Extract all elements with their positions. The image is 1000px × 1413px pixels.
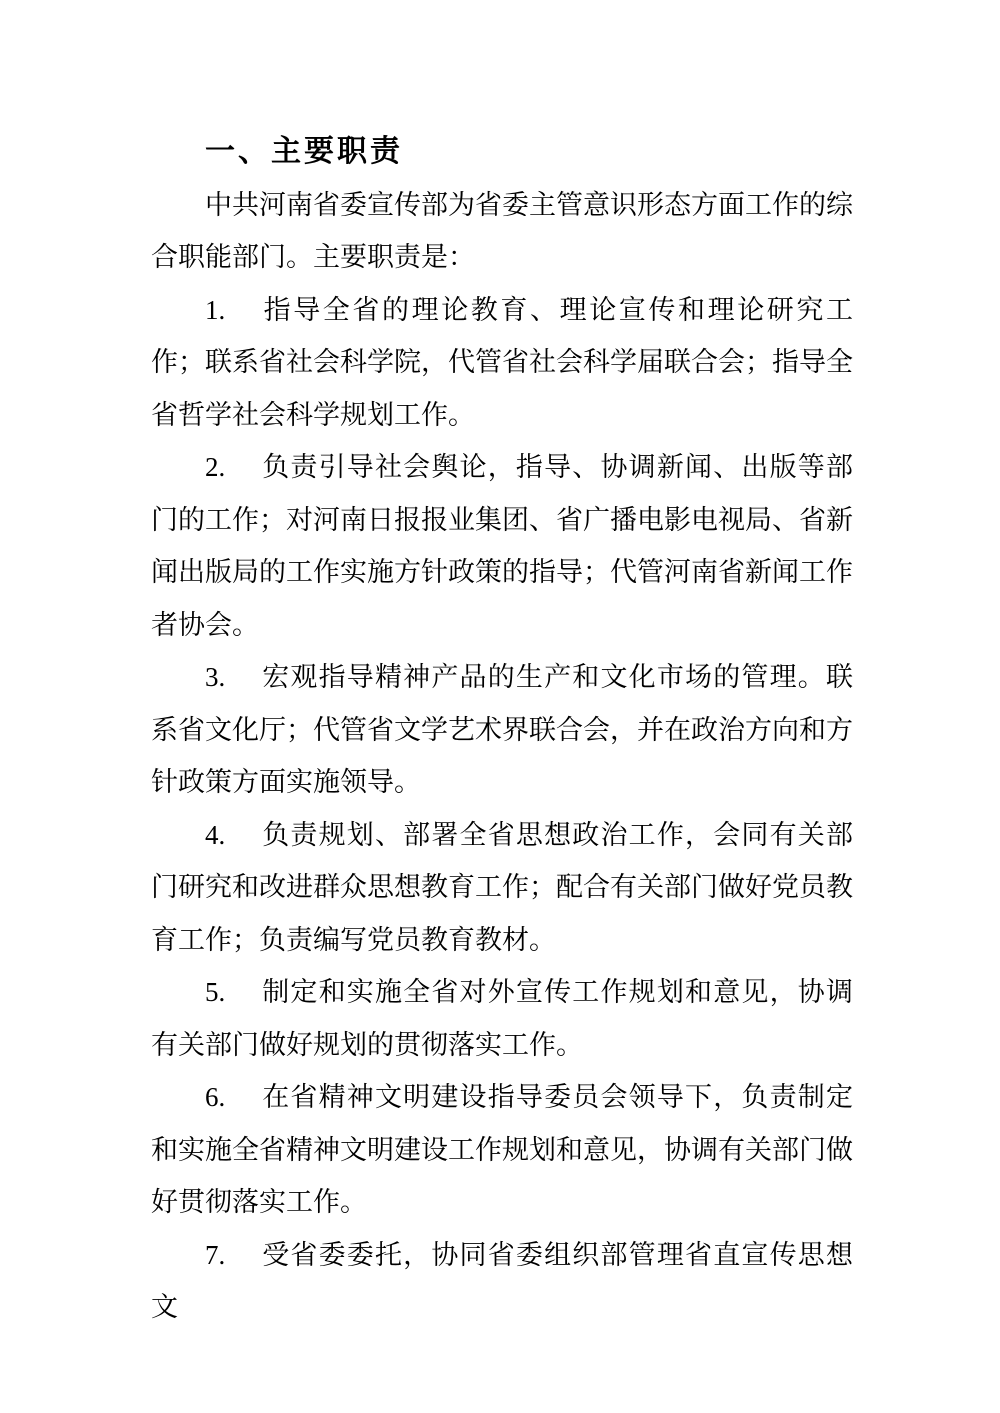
item-number: 1. xyxy=(205,294,226,325)
item-number: 7. xyxy=(205,1239,226,1270)
item-number: 6. xyxy=(205,1082,226,1112)
duty-item-2 xyxy=(151,441,853,651)
item-text: 宏观指导精神产品的生产和文化市场的管理。联系省文化厅；代管省文学艺术界联合会，并在政治方向和方针政策方面实施领导。 xyxy=(151,662,853,797)
duty-item-6 xyxy=(151,1071,853,1229)
item-number: 4. xyxy=(205,819,226,850)
item-text: 负责引导社会舆论，指导、协调新闻、出版等部门的工作；对河南日报报业集团、省广播电影电视局、省新闻出版局的工作实施方针政策的指导；代管河南省新闻工作者协会。 xyxy=(151,452,853,640)
duty-item-7 xyxy=(151,1229,853,1334)
item-text: 负责规划、部署全省思想政治工作，会同有关部门研究和改进群众思想教育工作；配合有关部门做好党员教育工作；负责编写党员教育教材。 xyxy=(151,819,853,955)
duty-item-4 xyxy=(151,809,853,967)
item-number: 5. xyxy=(205,977,226,1007)
intro-paragraph: 中共河南省委宣传部为省委主管意识形态方面工作的综合职能部门。主要职责是： xyxy=(151,189,853,272)
section-heading: 一、主要职责 xyxy=(205,135,403,168)
item-text: 在省精神文明建设指导委员会领导下，负责制定和实施全省精神文明建设工作规划和意见，协调有关部门做好贯彻落实工作。 xyxy=(151,1082,853,1217)
document-content xyxy=(151,126,853,1334)
duty-item-5 xyxy=(151,966,853,1071)
item-text: 受省委委托，协同省委组织部管理省直宣传思想文 xyxy=(151,1239,853,1322)
item-number: 3. xyxy=(205,662,226,692)
duty-item-1 xyxy=(151,284,853,442)
item-text: 指导全省的理论教育、理论宣传和理论研究工作；联系省社会科学院，代管省社会科学届联合会；指导全省哲学社会科学规划工作。 xyxy=(151,294,853,430)
item-number: 2. xyxy=(205,452,226,482)
item-text: 制定和实施全省对外宣传工作规划和意见，协调有关部门做好规划的贯彻落实工作。 xyxy=(151,977,853,1060)
duty-item-3 xyxy=(151,651,853,809)
